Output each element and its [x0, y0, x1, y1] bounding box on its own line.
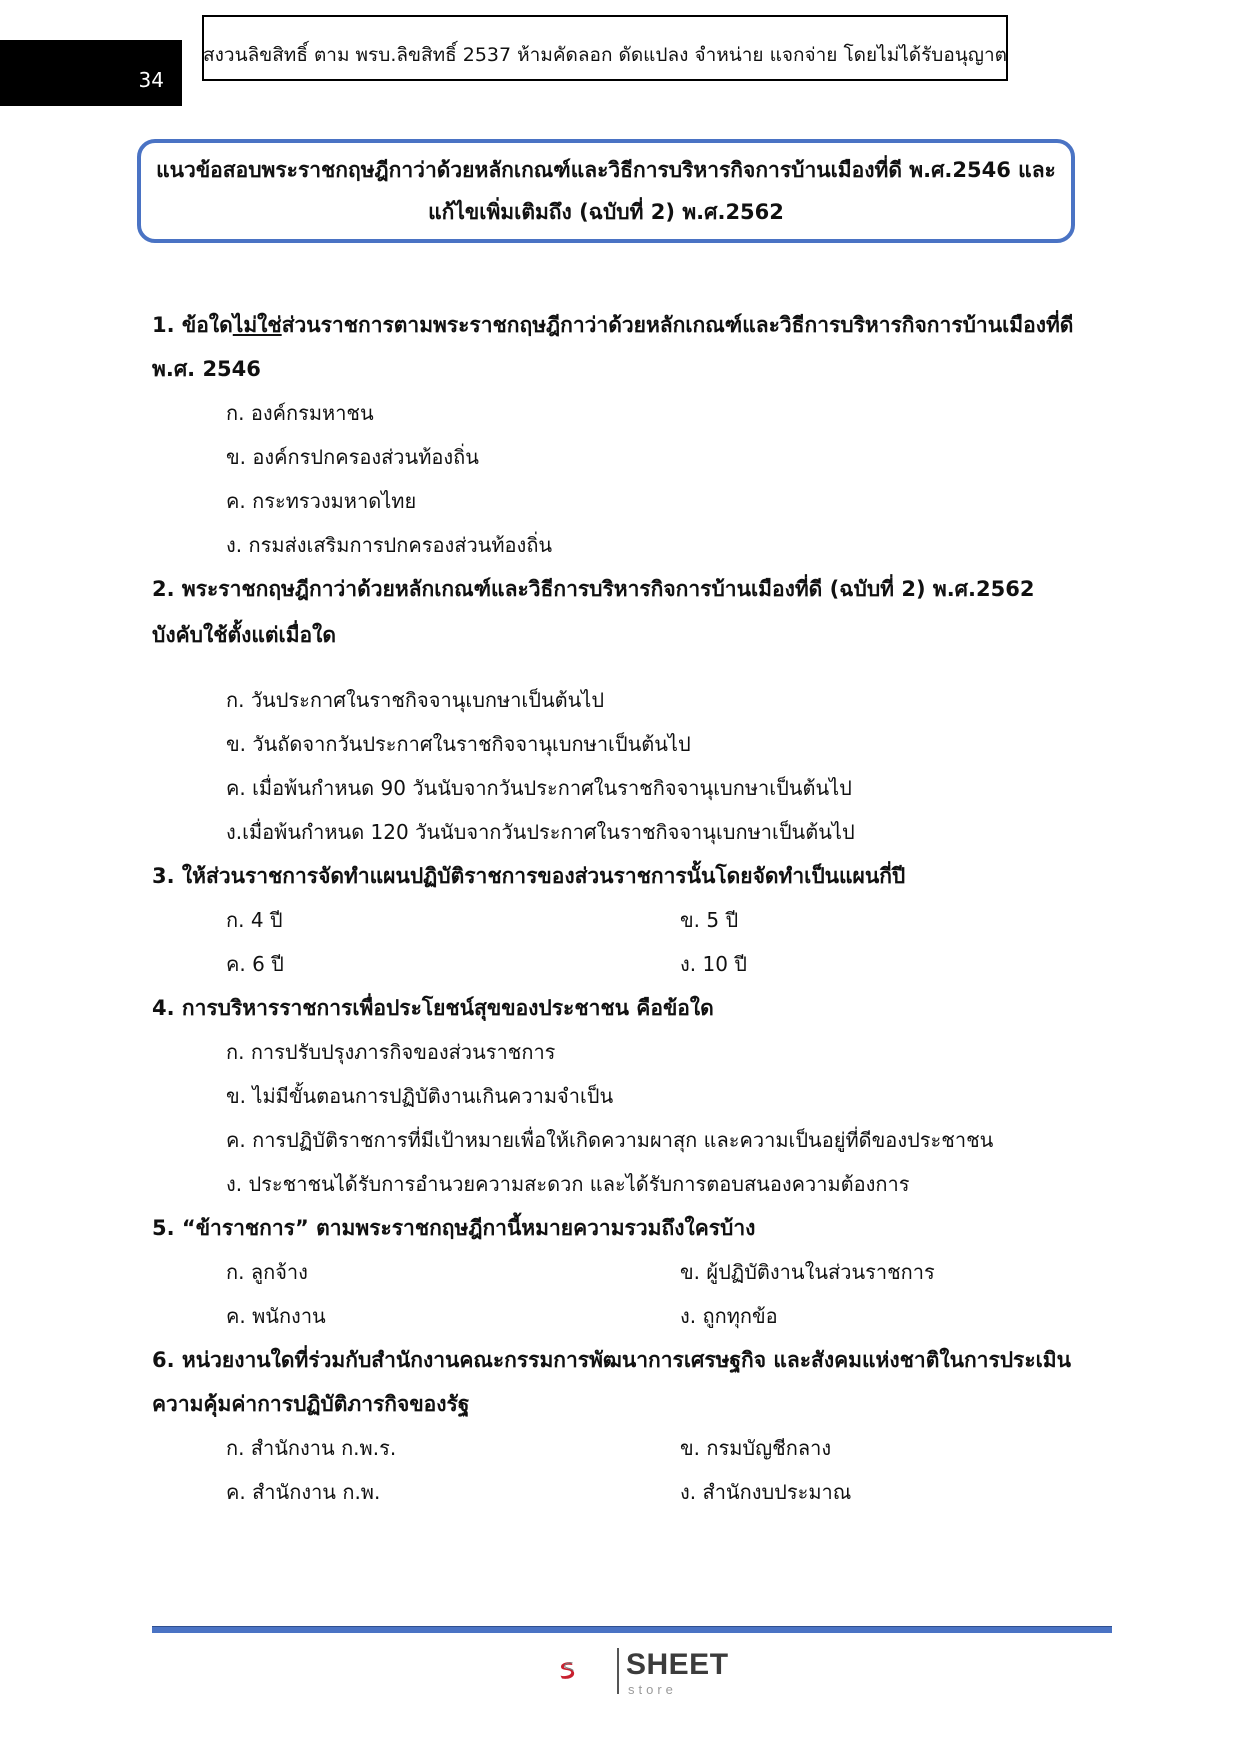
copyright-notice: สงวนลิขสิทธิ์ ตาม พรบ.ลิขสิทธิ์ 2537 ห้ามคัดลอก ดัดแปลง จำหน่าย แจกจ่าย โดยไม่ได้รับอนุญาต	[202, 15, 1008, 81]
option-5c: ค. พนักงาน	[226, 1304, 326, 1328]
option-2b: ข. วันถัดจากวันประกาศในราชกิจจานุเบกษาเป็นต้นไป	[226, 732, 691, 756]
footer-rule	[152, 1626, 1112, 1633]
option-4d: ง. ประชาชนได้รับการอำนวยความสะดวก และได้รับการตอบสนองความต้องการ	[226, 1172, 910, 1196]
brand-subtitle: store	[628, 1682, 677, 1697]
title-line-2: แก้ไขเพิ่มเติมถึง (ฉบับที่ 2) พ.ศ.2562	[428, 200, 784, 224]
option-2d: ง.เมื่อพ้นกำหนด 120 วันนับจากวันประกาศในราชกิจจานุเบกษาเป็นต้นไป	[226, 820, 855, 844]
option-1b: ข. องค์กรปกครองส่วนท้องถิ่น	[226, 445, 479, 469]
option-1a: ก. องค์กรมหาชน	[226, 401, 374, 425]
option-2a: ก. วันประกาศในราชกิจจานุเบกษาเป็นต้นไป	[226, 688, 605, 712]
option-2c: ค. เมื่อพ้นกำหนด 90 วันนับจากวันประกาศในราชกิจจานุเบกษาเป็นต้นไป	[226, 776, 852, 800]
title-line-1: แนวข้อสอบพระราชกฤษฎีกาว่าด้วยหลักเกณฑ์และวิธีการบริหารกิจการบ้านเมืองที่ดี พ.ศ.2546 และ	[156, 158, 1056, 182]
question-3: 3. ให้ส่วนราชการจัดทำแผนปฏิบัติราชการของส่วนราชการนั้นโดยจัดทำเป็นแผนกี่ปี	[152, 864, 906, 888]
question-2-line-2: บังคับใช้ตั้งแต่เมื่อใด	[152, 623, 337, 647]
question-4: 4. การบริหารราชการเพื่อประโยชน์สุขของประชาชน คือข้อใด	[152, 996, 714, 1020]
option-1d: ง. กรมส่งเสริมการปกครองส่วนท้องถิ่น	[226, 533, 553, 557]
brand-name: SHEET	[626, 1648, 729, 1681]
question-6: 6. หน่วยงานใดที่ร่วมกับสำนักงานคณะกรรมการพัฒนาการเศรษฐกิจ และสังคมแห่งชาติในการประเมิน	[152, 1348, 1071, 1372]
option-5d: ง. ถูกทุกข้อ	[680, 1304, 778, 1328]
page-number: 34	[0, 40, 182, 106]
page-title	[137, 139, 1075, 243]
option-6a: ก. สำนักงาน ก.พ.ร.	[226, 1436, 397, 1460]
option-3a: ก. 4 ปี	[226, 908, 283, 932]
option-4a: ก. การปรับปรุงภารกิจของส่วนราชการ	[226, 1040, 556, 1064]
question-5: 5. “ข้าราชการ” ตามพระราชกฤษฎีกานี้หมายความรวมถึงใครบ้าง	[152, 1216, 756, 1240]
option-3d: ง. 10 ปี	[680, 952, 747, 976]
question-6-line-2: ความคุ้มค่าการปฏิบัติภารกิจของรัฐ	[152, 1392, 470, 1416]
question-2: 2. พระราชกฤษฎีกาว่าด้วยหลักเกณฑ์และวิธีการบริหารกิจการบ้านเมืองที่ดี (ฉบับที่ 2) พ.ศ.2562	[152, 577, 1035, 601]
sheet-store-logo-icon	[557, 1640, 617, 1700]
option-6b: ข. กรมบัญชีกลาง	[680, 1436, 832, 1460]
option-1c: ค. กระทรวงมหาดไทย	[226, 489, 417, 513]
option-3b: ข. 5 ปี	[680, 908, 739, 932]
option-3c: ค. 6 ปี	[226, 952, 284, 976]
question-1: 1. ข้อใดไม่ใช่ส่วนราชการตามพระราชกฤษฎีกาว่าด้วยหลักเกณฑ์และวิธีการบริหารกิจการบ้านเมืองที่ดี	[152, 313, 1074, 337]
option-6c: ค. สำนักงาน ก.พ.	[226, 1480, 381, 1504]
option-4b: ข. ไม่มีขั้นตอนการปฏิบัติงานเกินความจำเป็น	[226, 1084, 614, 1108]
option-5a: ก. ลูกจ้าง	[226, 1260, 308, 1284]
option-4c: ค. การปฏิบัติราชการที่มีเป้าหมายเพื่อให้เกิดความผาสุก และความเป็นอยู่ที่ดีของประชาชน	[226, 1128, 994, 1152]
logo-divider	[617, 1648, 619, 1694]
option-5b: ข. ผู้ปฏิบัติงานในส่วนราชการ	[680, 1260, 935, 1284]
option-6d: ง. สำนักงบประมาณ	[680, 1480, 852, 1504]
question-1-line-2: พ.ศ. 2546	[152, 357, 261, 381]
